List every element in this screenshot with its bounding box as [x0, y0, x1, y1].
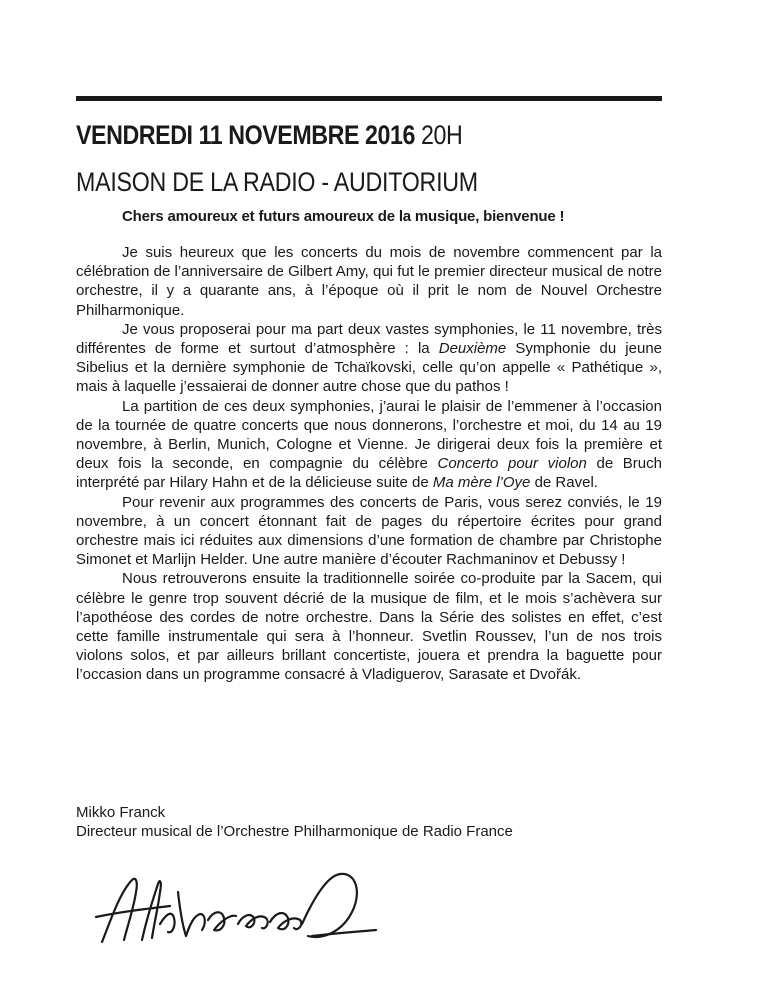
signoff — [76, 803, 513, 841]
paragraph-2-part-b: Symphonie du jeune Sibelius et la dernière symphonie de Tchaïkovski, celle qu’on appelle « Pathétique », mais à laquelle j’essaierai de donner autre chose que du pathos ! — [76, 340, 663, 396]
event-venue: MAISON DE LA RADIO - AUDITORIUM — [76, 167, 478, 197]
paragraph-3-italic-b: Ma mère l’Oye — [432, 474, 531, 492]
paragraph-3 — [76, 397, 662, 493]
paragraph-3-part-b: de Bruch interprété par Hilary Hahn et de la délicieuse suite de — [76, 455, 662, 492]
letter-body — [76, 243, 662, 685]
paragraph-3-part-c: de Ravel. — [530, 474, 598, 492]
handwritten-signature — [90, 862, 380, 957]
paragraph-2 — [76, 320, 662, 397]
paragraph-3-part-a: La partition de ces deux symphonies, j’aurai le plaisir de l’emmener à l’occasion de la tournée de quatre concerts que nous donnerons, l’orchestre et moi, du 14 au 19 novembre, à Berlin, Munich, Cologne et Vienne. Je dirigerai deux fois la première et deux fois la seconde, en compagnie du célèbre — [76, 397, 662, 473]
event-time: 20H — [421, 120, 463, 150]
author-title: Directeur musical de l’Orchestre Philharmonique de Radio France — [76, 823, 513, 841]
paragraph-3-italic-a: Concerto pour violon — [437, 455, 587, 473]
paragraph-1: Je suis heureux que les concerts du mois de novembre commencent par la célébration de l’anniversaire de Gilbert Amy, qui fut le premier directeur musical de notre orchestre, il y a quarante ans, à l’époque où il prit le nom de Nouvel Orchestre Philharmonique. — [76, 244, 662, 319]
paragraph-2-italic: Deuxième — [438, 340, 507, 358]
author-name: Mikko Franck — [76, 804, 166, 821]
greeting: Chers amoureux et futurs amoureux de la musique, bienvenue ! — [122, 208, 565, 225]
header-rule — [76, 96, 662, 101]
paragraph-5: Nous retrouverons ensuite la traditionnelle soirée co-produite par la Sacem, qui célèbre le genre trop souvent décrié de la musique de film, et le mois s’achèvera sur l’apothéose des cordes de notre orchestre. Dans la Série des solistes en effet, c’est cette famille instrumentale qui sera à l’honneur. Svetlin Roussev, l’un de nos trois violons solos, et par ailleurs brillant concertiste, jouera et prendra la baguette pour l’occasion dans un programme consacré à Vladiguerov, Sarasate et Dvořák. — [76, 570, 662, 684]
event-date — [76, 120, 462, 151]
paragraph-4: Pour revenir aux programmes des concerts de Paris, vous serez conviés, le 19 novembre, à un concert étonnant fait de pages du répertoire écrites pour grand orchestre mais ici réduites aux dimensions d’une formation de chambre par Christophe Simonet et Marlijn Helder. Une autre manière d’écouter Rachmaninov et Debussy ! — [76, 493, 662, 569]
event-date-bold: VENDREDI 11 NOVEMBRE 2016 — [76, 120, 415, 150]
paragraph-2-part-a: Je vous proposerai pour ma part deux vastes symphonies, le 11 novembre, très différentes de forme et surtout d’atmosphère : la — [76, 320, 662, 358]
